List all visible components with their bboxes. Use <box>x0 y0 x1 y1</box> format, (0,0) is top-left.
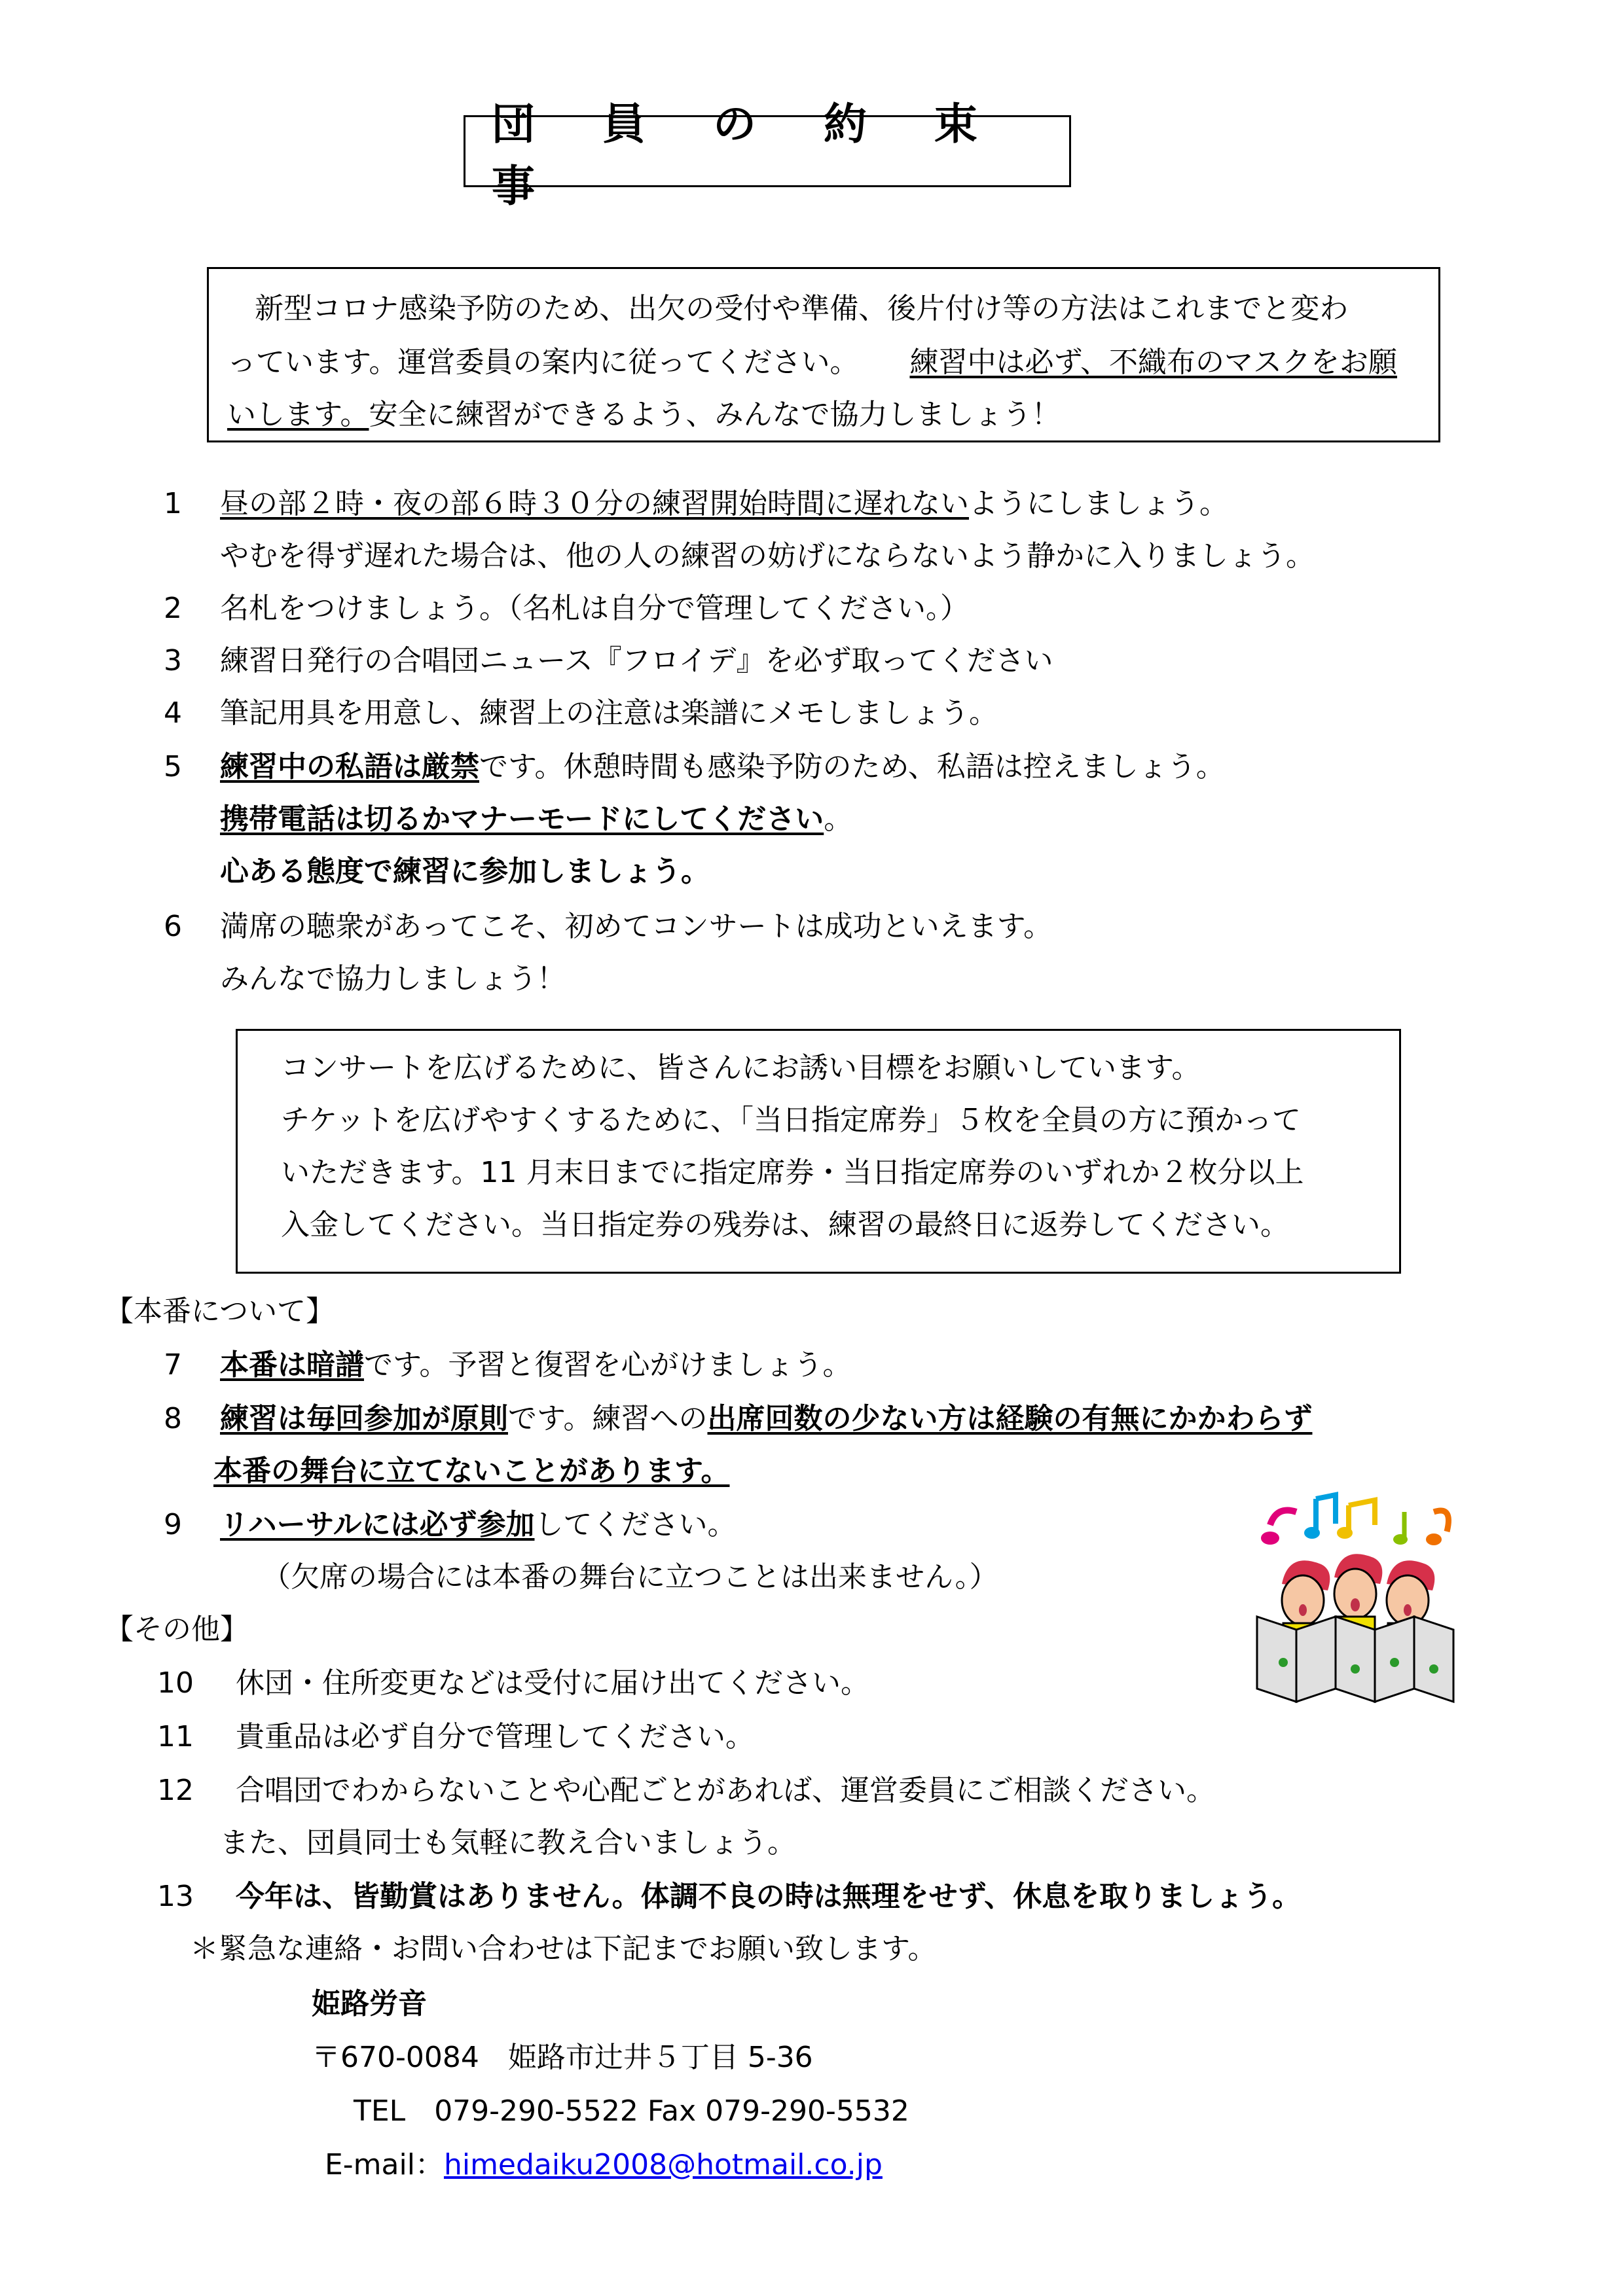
rule-5-no-talking: 練習中の私語は厳禁 <box>220 750 479 783</box>
rule-8-stage: 本番の舞台に立てないことがあります。 <box>213 1454 730 1488</box>
rule-7-memorize: 本番は暗譜 <box>220 1348 364 1382</box>
rule-7-number: 7 <box>164 1348 182 1382</box>
notice-box <box>207 267 1440 442</box>
rule-3-number: 3 <box>164 644 182 677</box>
rule-5-number: 5 <box>164 750 182 783</box>
rule-9-rest: してください。 <box>534 1508 737 1541</box>
other-heading: 【その他】 <box>105 1613 249 1646</box>
notice-line-2 <box>227 338 1397 380</box>
ticket-line-1: コンサートを広げるために、皆さんにお誘い目標をお願いしています。 <box>281 1051 1201 1085</box>
rule-8-attend: 練習は毎回参加が原則 <box>220 1402 508 1435</box>
rule-1-sub: やむを得ず遅れた場合は、他の人の練習の妨げにならないよう静かに入りましょう。 <box>220 539 1315 573</box>
rule-5-rest: です。休憩時間も感染予防のため、私語は控えましょう。 <box>479 750 1225 783</box>
contact-phone: TEL 079-290-5522 Fax 079-290-5532 <box>354 2094 909 2128</box>
rule-8-mid: です。練習への <box>508 1402 708 1435</box>
rule-12-sub: また、団員同士も気軽に教え合いましょう。 <box>220 1826 796 1859</box>
rule-1-end: ようにしましょう。 <box>969 487 1228 520</box>
rule-5-phone-line <box>220 802 852 837</box>
rule-2-number: 2 <box>164 592 182 625</box>
contact-email-label: E-mail： <box>325 2148 444 2181</box>
rule-1-mid: の練習開始時間に <box>623 487 854 520</box>
rule-1-times: 昼の部２時・夜の部６時３０分 <box>220 487 623 520</box>
notice-line-2a: っています。運営委員の案内に従ってください。 <box>227 346 859 379</box>
title-box <box>464 99 1071 211</box>
contact-org: 姫路労音 <box>312 1987 427 2020</box>
contact-address: 〒670-0084 姫路市辻井５丁目 5-36 <box>312 2041 813 2074</box>
sheet-music-icon <box>1257 1617 1453 1702</box>
page-title: 団 員 の 約 束 事 <box>492 99 1004 211</box>
notice-line-1: 新型コロナ感染予防のため、出欠の受付や準備、後片付け等の方法はこれまでと変わ <box>255 292 1349 325</box>
notice-line-3 <box>227 391 1060 433</box>
rule-4-text: 筆記用具を用意し、練習上の注意は楽譜にメモしましょう。 <box>220 696 998 730</box>
ticket-box <box>236 1029 1401 1274</box>
rule-5-text <box>220 750 1225 785</box>
rule-6-text: 満席の聴衆があってこそ、初めてコンサートは成功といえます。 <box>220 910 1053 943</box>
rule-7-text <box>220 1348 851 1383</box>
rule-5-phone: 携帯電話は切るかマナーモードにしてください <box>220 802 824 836</box>
rule-10-number: 10 <box>157 1666 194 1700</box>
rule-9-number: 9 <box>164 1508 182 1541</box>
rule-9-sub: （欠席の場合には本番の舞台に立つことは出来ません。） <box>262 1560 998 1594</box>
notice-mask-text: 練習中は必ず、不織布のマスクをお願 <box>909 346 1397 379</box>
rule-12-text: 合唱団でわからないことや心配ごとがあれば、運営委員にご相談ください。 <box>236 1774 1215 1807</box>
rule-11-number: 11 <box>157 1720 194 1753</box>
rule-7-rest: です。予習と復習を心がけましょう。 <box>364 1348 852 1382</box>
rule-12-number: 12 <box>157 1774 194 1807</box>
rule-8-warning: 出席回数の少ない方は経験の有無にかかわらず <box>707 1402 1313 1435</box>
rule-2-text: 名札をつけましょう。（名札は自分で管理してください。） <box>220 592 969 625</box>
rule-6-sub: みんなで協力しましょう！ <box>220 962 566 996</box>
rule-13-text: 今年は、皆勤賞はありません。体調不良の時は無理をせず、休息を取りましょう。 <box>236 1880 1302 1913</box>
rule-1-late: 遅れない <box>854 487 969 520</box>
rule-8-text <box>220 1402 1312 1437</box>
ticket-line-4: 入金してください。当日指定券の残券は、練習の最終日に返券してください。 <box>281 1208 1289 1242</box>
rule-9-rehearsal: リハーサルには必ず参加 <box>220 1508 535 1541</box>
notice-line-3b: 安全に練習ができるよう、みんなで協力しましょう！ <box>369 398 1061 431</box>
rule-3-text: 練習日発行の合唱団ニュース『フロイデ』を必ず取ってください <box>220 644 1053 677</box>
rule-8-number: 8 <box>164 1402 182 1435</box>
rule-13-number: 13 <box>157 1880 194 1913</box>
music-notes-icon <box>1261 1495 1449 1545</box>
rule-1-text <box>220 487 1228 522</box>
choir-illustration <box>1250 1486 1473 1721</box>
honban-heading: 【本番について】 <box>105 1295 335 1328</box>
rule-4-number: 4 <box>164 696 182 730</box>
rule-1-number: 1 <box>164 487 182 520</box>
contact-email-link[interactable]: himedaiku2008@hotmail.co.jp <box>443 2148 883 2181</box>
rule-10-text: 休団・住所変更などは受付に届け出てください。 <box>236 1666 869 1700</box>
contact-email-line <box>325 2148 883 2183</box>
rule-9-text <box>220 1508 736 1543</box>
notice-line-3a: いします。 <box>227 398 369 431</box>
ticket-line-3: いただきます。11 月末日までに指定席券・当日指定席券のいずれか２枚分以上 <box>281 1156 1304 1189</box>
rule-6-number: 6 <box>164 910 182 943</box>
rule-5-attitude: 心ある態度で練習に参加しましょう。 <box>220 855 710 888</box>
contact-note: ＊緊急な連絡・お問い合わせは下記までお願い致します。 <box>190 1932 937 1965</box>
rule-5-period: 。 <box>824 802 853 836</box>
rule-11-text: 貴重品は必ず自分で管理してください。 <box>236 1720 754 1753</box>
ticket-line-2: チケットを広げやすくするために、「当日指定席券」５枚を全員の方に預かって <box>281 1103 1302 1137</box>
